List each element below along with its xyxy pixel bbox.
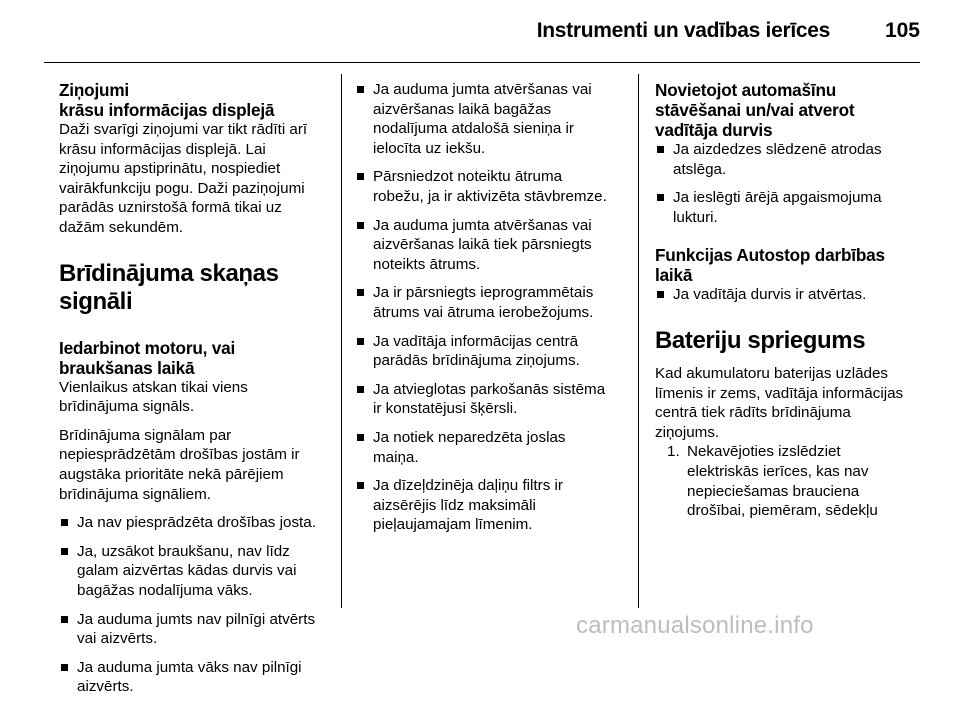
list-item: Ja auduma jumta atvēršanas vai aizvēršanas laikā bagāžas nodalījuma atdalošā sieniņa ir ielocīta uz iekšu. <box>355 80 631 158</box>
list-item: Ja, uzsākot braukšanu, nav līdz galam aizvērtas kādas durvis vai bagāžas nodalījuma vāks. <box>59 542 337 601</box>
numbered-step: 1. Nekavējoties izslēdziet elektriskās ierīces, kas nav nepieciešamas brauciena drošībai, piemēram, sēdekļu <box>667 443 878 520</box>
list-item: Ja ieslēgti ārējā apgaismojuma lukturi. <box>655 188 927 227</box>
page-number: 105 <box>884 19 920 42</box>
page-header <box>44 14 920 63</box>
column-2 <box>355 80 631 544</box>
column-3 <box>655 80 927 521</box>
heading-messages: Ziņojumi krāsu informācijas displejā <box>59 80 275 120</box>
heading-engine-start: Iedarbinot motoru, vai braukšanas laikā <box>59 337 236 378</box>
list-item: Ja notiek neparedzēta joslas maiņa. <box>355 428 631 467</box>
step-number: 1. <box>667 443 680 461</box>
paragraph-messages: Daži svarīgi ziņojumi var tikt rādīti arī krāsu informācijas displejā. Lai ziņojumu apstiprinātu, nospiediet vairākfunkciju pogu. Daži paziņojumi parādās uznirstošā formā tikai uz dažām sekundēm. <box>59 121 308 236</box>
paragraph-seatbelt-priority: Brīdinājuma signālam par nepiesprādzētām drošības jostām ir augstāka prioritāte nekā pārējiem brīdinājuma signāliem. <box>59 426 300 503</box>
page-title: Instrumenti un vadības ierīces <box>536 19 830 42</box>
list-item: Ja vadītāja durvis ir atvērtas. <box>655 285 927 305</box>
list-item: Ja ir pārsniegts ieprogrammētais ātrums vai ātruma ierobežojums. <box>355 283 631 322</box>
column-1 <box>59 80 337 706</box>
list-item: Ja auduma jumta atvēršanas vai aizvēršanas laikā tiek pārsniegts noteikts ātrums. <box>355 216 631 275</box>
watermark: carmanualsonline.info <box>576 612 814 639</box>
section-title-battery-voltage: Bateriju spriegums <box>655 326 866 354</box>
list-item: Ja auduma jumta vāks nav pilnīgi aizvērts. <box>59 658 337 697</box>
list-item: Pārsniedzot noteiktu ātruma robežu, ja ir aktivizēta stāvbremze. <box>355 167 631 206</box>
list-item: Ja auduma jumts nav pilnīgi atvērts vai aizvērts. <box>59 610 337 649</box>
column-divider-1 <box>341 74 342 608</box>
heading-autostop: Funkcijas Autostop darbības laikā <box>655 245 885 286</box>
column-divider-2 <box>638 74 639 608</box>
list-item: Ja vadītāja informācijas centrā parādās brīdinājuma ziņojums. <box>355 332 631 371</box>
list-item: Ja aizdedzes slēdzenē atrodas atslēga. <box>655 140 927 179</box>
list-item: Ja atvieglotas parkošanās sistēma ir konstatējusi šķērsli. <box>355 380 631 419</box>
paragraph-battery: Kad akumulatoru baterijas uzlādes līmenis ir zems, vadītāja informācijas centrā tiek rādīts brīdinājuma ziņojums. <box>655 364 904 441</box>
section-title-warning-chimes: Brīdinājuma skaņas signāli <box>59 259 279 315</box>
list-item: Ja dīzeļdzinēja daļiņu filtrs ir aizsērējis līdz maksimāli pieļaujamajam līmenim. <box>355 476 631 535</box>
heading-parking: Novietojot automašīnu stāvēšanai un/vai atverot vadītāja durvis <box>655 80 855 140</box>
paragraph-single-chime: Vienlaikus atskan tikai viens brīdinājuma signāls. <box>59 378 248 416</box>
list-item: Ja nav piesprādzēta drošības josta. <box>59 513 337 533</box>
